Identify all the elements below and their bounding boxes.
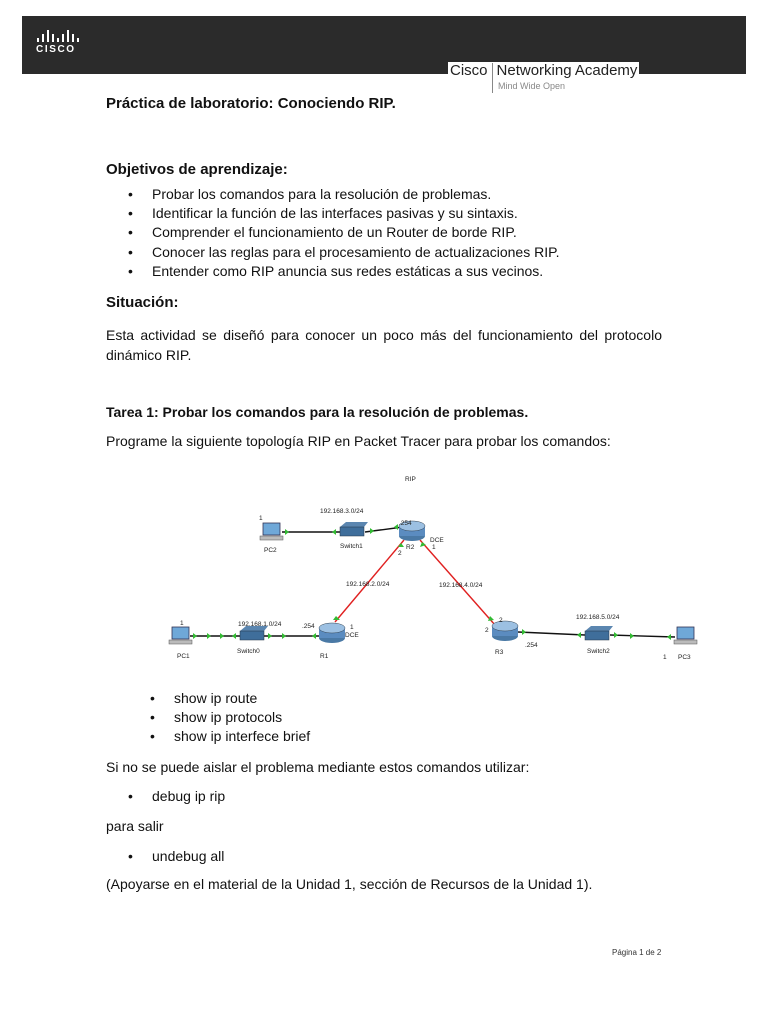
list-item: • Comprender el funcionamiento de un Router de borde RIP. xyxy=(106,223,560,242)
list-item: • undebug all xyxy=(128,847,224,866)
label-r2-s-r1: 2 xyxy=(398,550,402,557)
link-r3-sw2 xyxy=(518,632,585,635)
objectives-list xyxy=(106,185,560,281)
label-r2-s-r3: 1 xyxy=(432,544,436,551)
list-item: • Probar los comandos para la resolución de problemas. xyxy=(106,185,560,204)
label-r1: R1 xyxy=(320,653,329,660)
label-r2-lan: .254 xyxy=(399,520,412,527)
link-sw2-pc3 xyxy=(610,635,675,637)
undebug-list xyxy=(128,847,224,866)
label-r3-lan: .254 xyxy=(525,642,538,649)
label-net3: 192.168.3.0/24 xyxy=(320,508,364,515)
label-pc1: PC1 xyxy=(177,653,190,660)
switch0-icon xyxy=(240,626,268,640)
label-net2: 192.168.2.0/24 xyxy=(346,581,390,588)
situation-text: Esta actividad se diseñó para conocer un poco más del funcionamiento del protocolo dinámico RIP. xyxy=(106,327,662,363)
cisco-logo-text: CISCO xyxy=(36,44,76,55)
label-pc2-n: 1 xyxy=(259,515,263,522)
debug-intro: Si no se puede aislar el problema mediante estos comandos utilizar: xyxy=(106,759,530,775)
commands-list xyxy=(128,689,310,747)
situation-heading: Situación: xyxy=(106,294,179,311)
label-pc3-n: 1 xyxy=(663,654,667,661)
cisco-bars-icon xyxy=(37,30,79,42)
list-item: • show ip interfece brief xyxy=(128,727,310,746)
label-switch1: Switch1 xyxy=(340,543,363,550)
label-r1-dce: DCE xyxy=(345,632,359,639)
list-item: • Conocer las reglas para el procesamiento de actualizaciones RIP. xyxy=(106,243,560,262)
debug-list xyxy=(128,787,225,806)
academy-logo xyxy=(448,62,639,92)
label-pc3: PC3 xyxy=(678,654,691,661)
label-r3: R3 xyxy=(495,649,504,656)
academy-name: Networking Academy xyxy=(496,62,638,79)
list-item: • Identificar la función de las interfaces pasivas y su sintaxis. xyxy=(106,204,560,223)
list-item: • show ip route xyxy=(128,689,310,708)
page-title: Práctica de laboratorio: Conociendo RIP. xyxy=(106,95,396,112)
list-item: • Entender como RIP anuncia sus redes estáticas a sus vecinos. xyxy=(106,262,560,281)
label-r1-s: 1 xyxy=(350,624,354,631)
pc1-icon xyxy=(169,627,192,644)
label-pc1-n: 1 xyxy=(180,620,184,627)
router-r3-icon xyxy=(492,621,518,641)
label-pc2: PC2 xyxy=(264,547,277,554)
label-net4: 192.168.4.0/24 xyxy=(439,582,483,589)
router-r1-icon xyxy=(319,623,345,643)
label-switch0: Switch0 xyxy=(237,648,260,655)
label-net1: 192.168.1.0/24 xyxy=(238,621,282,628)
cisco-logo xyxy=(36,30,79,55)
switch2-icon xyxy=(585,626,613,640)
exit-text: para salir xyxy=(106,818,164,834)
pc2-icon xyxy=(260,523,283,540)
switch1-icon xyxy=(340,522,368,536)
rip-topology-diagram xyxy=(160,470,720,670)
list-item: • show ip protocols xyxy=(128,708,310,727)
objectives-heading: Objetivos de aprendizaje: xyxy=(106,161,288,178)
label-r1-lan: .254 xyxy=(302,623,315,630)
label-r2: R2 xyxy=(406,544,415,551)
task1-intro: Programe la siguiente topología RIP en Packet Tracer para probar los comandos: xyxy=(106,433,611,449)
label-r2-dce: DCE xyxy=(430,537,444,544)
label-r3-s-b: 2 xyxy=(485,627,489,634)
task1-heading: Tarea 1: Probar los comandos para la resolución de problemas. xyxy=(106,404,529,420)
academy-brand: Cisco xyxy=(450,62,488,79)
label-switch2: Switch2 xyxy=(587,648,610,655)
list-item: • debug ip rip xyxy=(128,787,225,806)
pc3-icon xyxy=(674,627,697,644)
label-r3-s-a: 2 xyxy=(499,617,503,624)
page-number: Página 1 de 2 xyxy=(612,948,662,957)
reference-text: (Apoyarse en el material de la Unidad 1, sección de Recursos de la Unidad 1). xyxy=(106,876,593,892)
academy-tagline: Mind Wide Open xyxy=(498,81,566,91)
topology-title: RIP xyxy=(405,476,416,483)
label-net5: 192.168.5.0/24 xyxy=(576,614,620,621)
